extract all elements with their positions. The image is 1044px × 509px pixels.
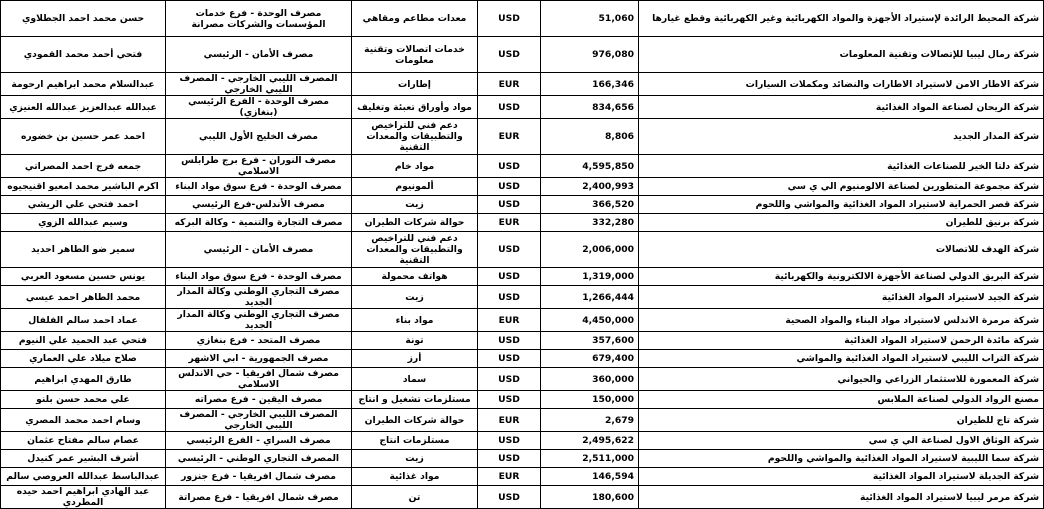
representative-name-cell: سمير ضو الطاهر احديد xyxy=(1,232,166,268)
amount-cell: 180,600 xyxy=(541,486,639,509)
table-row xyxy=(1,196,1044,214)
company-name-cell: شركة رمال ليبيا للإتصالات وتقنية المعلومات xyxy=(639,37,1044,73)
currency-cell: EUR xyxy=(478,309,541,332)
bank-branch-cell: مصرف التجاري الوطني وكالة المدار الجديد xyxy=(166,286,352,309)
company-name-cell: شركة التراب الليبي لاستيراد المواد الغذائية والمواشي xyxy=(639,350,1044,368)
bank-branch-cell: مصرف الخليج الأول الليبي xyxy=(166,119,352,155)
goods-type-cell: هواتف محمولة xyxy=(352,268,478,286)
company-name-cell: مصنع الرواد الدولي لصناعة الملابس xyxy=(639,391,1044,409)
representative-name-cell: احمد فتحي علي الريشي xyxy=(1,196,166,214)
currency-cell: USD xyxy=(478,332,541,350)
currency-cell: USD xyxy=(478,350,541,368)
bank-branch-cell: مصرف شمال افريقيا - فرع مصراتة xyxy=(166,486,352,509)
table-row xyxy=(1,73,1044,96)
goods-type-cell: زيت xyxy=(352,450,478,468)
currency-cell: USD xyxy=(478,432,541,450)
amount-cell: 679,400 xyxy=(541,350,639,368)
representative-name-cell: عبدالسلام محمد ابراهيم ارحومة xyxy=(1,73,166,96)
amount-cell: 1,319,000 xyxy=(541,268,639,286)
bank-branch-cell: مصرف اليقين - فرع مصراته xyxy=(166,391,352,409)
representative-name-cell: عماد احمد سالم الفلفال xyxy=(1,309,166,332)
representative-name-cell: يونس حسين مسعود العربي xyxy=(1,268,166,286)
company-name-cell: شركة دلتا الخير للصناعات الغذائية xyxy=(639,155,1044,178)
representative-name-cell: عبد الهادي ابراهيم احمد حيده المطردي xyxy=(1,486,166,509)
currency-cell: EUR xyxy=(478,119,541,155)
currency-cell: USD xyxy=(478,37,541,73)
goods-type-cell: معدات مطاعم ومقاهي xyxy=(352,1,478,37)
company-name-cell: شركة برنيق للطيران xyxy=(639,214,1044,232)
bank-branch-cell: المصرف الليبي الخارجي - المصرف الليبي الخارجي xyxy=(166,409,352,432)
goods-type-cell: تن xyxy=(352,486,478,509)
amount-cell: 976,080 xyxy=(541,37,639,73)
table-body xyxy=(1,1,1044,509)
amount-cell: 360,000 xyxy=(541,368,639,391)
goods-type-cell: دعم فني للتراخيص والتطبيقات والمعدات التقنية xyxy=(352,119,478,155)
goods-type-cell: زيت xyxy=(352,286,478,309)
representative-name-cell: علي محمد حسن بلنو xyxy=(1,391,166,409)
amount-cell: 332,280 xyxy=(541,214,639,232)
company-name-cell: شركة مرمرة الاندلس لاستيراد مواد البناء والمواد الصحية xyxy=(639,309,1044,332)
amount-cell: 4,595,850 xyxy=(541,155,639,178)
bank-branch-cell: مصرف التجارة والتنمية - وكالة البركه xyxy=(166,214,352,232)
bank-branch-cell: المصرف التجاري الوطني - الرئيسي xyxy=(166,450,352,468)
goods-type-cell: حوالة شركات الطيران xyxy=(352,214,478,232)
currency-cell: USD xyxy=(478,155,541,178)
company-name-cell: شركة الهدف للاتصالات xyxy=(639,232,1044,268)
company-name-cell: شركة مائدة الرحمن لاستيراد المواد الغذائية xyxy=(639,332,1044,350)
currency-cell: USD xyxy=(478,391,541,409)
bank-branch-cell: مصرف المتحد - فرع بنغازي xyxy=(166,332,352,350)
amount-cell: 2,495,622 xyxy=(541,432,639,450)
currency-cell: USD xyxy=(478,486,541,509)
amount-cell: 166,346 xyxy=(541,73,639,96)
table-row xyxy=(1,119,1044,155)
representative-name-cell: جمعه فرج احمد المصراتي xyxy=(1,155,166,178)
representative-name-cell: فتحي أحمد محمد القمودي xyxy=(1,37,166,73)
table-row xyxy=(1,432,1044,450)
currency-cell: USD xyxy=(478,1,541,37)
amount-cell: 357,600 xyxy=(541,332,639,350)
table-row xyxy=(1,268,1044,286)
currency-cell: USD xyxy=(478,368,541,391)
representative-name-cell: احمد عمر حسين بن خضوره xyxy=(1,119,166,155)
amount-cell: 146,594 xyxy=(541,468,639,486)
currency-cell: USD xyxy=(478,450,541,468)
goods-type-cell: مواد غذائية xyxy=(352,468,478,486)
company-name-cell: شركة المحيط الرائدة لإستيراد الأجهزة والمواد الكهربائية وغير الكهربائية وقطع غيارها xyxy=(639,1,1044,37)
goods-type-cell: أرز xyxy=(352,350,478,368)
bank-branch-cell: مصرف الجمهورية - ابي الاشهر xyxy=(166,350,352,368)
goods-type-cell: سماد xyxy=(352,368,478,391)
company-name-cell: شركة مجموعة المتطورين لصناعة الالومنيوم الي ي سي xyxy=(639,178,1044,196)
bank-branch-cell: مصرف التجاري الوطني وكالة المدار الجديد xyxy=(166,309,352,332)
goods-type-cell: مستلزمات انتاج xyxy=(352,432,478,450)
goods-type-cell: حوالة شركات الطيران xyxy=(352,409,478,432)
company-name-cell: شركة الاطار الامن لاستيراد الاطارات والنضائد ومكملات السيارات xyxy=(639,73,1044,96)
currency-cell: USD xyxy=(478,232,541,268)
bank-branch-cell: مصرف السراي - الفرع الرئيسي xyxy=(166,432,352,450)
representative-name-cell: وسام احمد محمد المصري xyxy=(1,409,166,432)
company-name-cell: شركة المعمورة للاستثمار الزراعي والحيواني xyxy=(639,368,1044,391)
company-name-cell: شركة الوثاق الاول لصناعة الي ي سي xyxy=(639,432,1044,450)
table-row xyxy=(1,450,1044,468)
amount-cell: 4,450,000 xyxy=(541,309,639,332)
representative-name-cell: عصام سالم مفتاح عثمان xyxy=(1,432,166,450)
representative-name-cell: اكرم الباشير محمد امعيو اقنيجيوه xyxy=(1,178,166,196)
representative-name-cell: طارق المهدي ابراهيم xyxy=(1,368,166,391)
amount-cell: 150,000 xyxy=(541,391,639,409)
company-name-cell: شركة المدار الجديد xyxy=(639,119,1044,155)
company-name-cell: شركة الجديلة لاستيراد المواد الغذائية xyxy=(639,468,1044,486)
currency-cell: USD xyxy=(478,178,541,196)
currency-cell: USD xyxy=(478,96,541,119)
table-row xyxy=(1,155,1044,178)
table-row xyxy=(1,96,1044,119)
table-row xyxy=(1,214,1044,232)
goods-type-cell: زيت xyxy=(352,196,478,214)
goods-type-cell: دعم فني للتراخيص والتطبيقات والمعدات التقنية xyxy=(352,232,478,268)
goods-type-cell: ألمونيوم xyxy=(352,178,478,196)
table-row xyxy=(1,468,1044,486)
company-name-cell: شركة تاج للطيران xyxy=(639,409,1044,432)
company-name-cell: شركة البريق الدولي لصناعة الأجهزة الالكترونية والكهربائية xyxy=(639,268,1044,286)
goods-type-cell: مواد بناء xyxy=(352,309,478,332)
bank-branch-cell: مصرف شمال افريقيا - فرع جنزور xyxy=(166,468,352,486)
table-row xyxy=(1,37,1044,73)
table-row xyxy=(1,309,1044,332)
table-row xyxy=(1,368,1044,391)
company-name-cell: شركة قصر الحمراية لاستيراد المواد الغذائية والمواشي واللحوم xyxy=(639,196,1044,214)
table-row xyxy=(1,391,1044,409)
representative-name-cell: أشرف البشير عمر كنيدل xyxy=(1,450,166,468)
representative-name-cell: فتحي عبد الحميد علي النيوم xyxy=(1,332,166,350)
currency-cell: EUR xyxy=(478,73,541,96)
bank-branch-cell: المصرف الليبي الخارجي - المصرف الليبي الخارجي xyxy=(166,73,352,96)
company-name-cell: شركة سما الليبية لاستيراد المواد الغذائية والمواشي واللحوم xyxy=(639,450,1044,468)
table-row xyxy=(1,232,1044,268)
bank-branch-cell: مصرف الوحدة - فرع سوق مواد البناء xyxy=(166,268,352,286)
table-row xyxy=(1,409,1044,432)
currency-cell: EUR xyxy=(478,409,541,432)
table-row xyxy=(1,486,1044,509)
company-name-cell: شركة الريحان لصناعة المواد الغذائية xyxy=(639,96,1044,119)
amount-cell: 2,679 xyxy=(541,409,639,432)
bank-branch-cell: مصرف الوحدة - فرع سوق مواد البناء xyxy=(166,178,352,196)
representative-name-cell: وسيم عبدالله الزوي xyxy=(1,214,166,232)
currency-cell: USD xyxy=(478,286,541,309)
representative-name-cell: عبدالباسط عبدالله العروصي سالم xyxy=(1,468,166,486)
representative-name-cell: حسن محمد احمد الجطلاوي xyxy=(1,1,166,37)
bank-branch-cell: مصرف الأندلس-فرع الرئيسي xyxy=(166,196,352,214)
currency-cell: USD xyxy=(478,196,541,214)
table-row xyxy=(1,178,1044,196)
amount-cell: 51,060 xyxy=(541,1,639,37)
goods-type-cell: مستلزمات تشغيل و انتاج xyxy=(352,391,478,409)
representative-name-cell: صلاح ميلاد علي العماري xyxy=(1,350,166,368)
table-row xyxy=(1,350,1044,368)
amount-cell: 2,511,000 xyxy=(541,450,639,468)
goods-type-cell: تونة xyxy=(352,332,478,350)
currency-cell: EUR xyxy=(478,468,541,486)
bank-branch-cell: مصرف الوحدة - الفرع الرئيسي (بنغازي) xyxy=(166,96,352,119)
amount-cell: 1,266,444 xyxy=(541,286,639,309)
company-name-cell: شركة مرمر ليبيا لاستيراد المواد الغذائية xyxy=(639,486,1044,509)
bank-branch-cell: مصرف الأمان - الرئيسي xyxy=(166,232,352,268)
currency-cell: USD xyxy=(478,268,541,286)
amount-cell: 366,520 xyxy=(541,196,639,214)
amount-cell: 8,806 xyxy=(541,119,639,155)
goods-type-cell: خدمات اتصالات وتقنية معلومات xyxy=(352,37,478,73)
bank-branch-cell: مصرف شمال افريقيا - حي الاندلس الاسلامي xyxy=(166,368,352,391)
table-row xyxy=(1,1,1044,37)
amount-cell: 834,656 xyxy=(541,96,639,119)
amount-cell: 2,006,000 xyxy=(541,232,639,268)
goods-type-cell: مواد خام xyxy=(352,155,478,178)
representative-name-cell: محمد الطاهر احمد عيسي xyxy=(1,286,166,309)
representative-name-cell: عبدالله عبدالعزيز عبدالله العنيزي xyxy=(1,96,166,119)
company-name-cell: شركة الجيد لاستيراد المواد الغذائية xyxy=(639,286,1044,309)
currency-cell: EUR xyxy=(478,214,541,232)
table-row xyxy=(1,332,1044,350)
goods-type-cell: مواد وأوراق تعبئة وتغليف xyxy=(352,96,478,119)
table-row xyxy=(1,286,1044,309)
bank-branch-cell: مصرف الوحدة - فرع خدمات المؤسسات والشركات مصرانة xyxy=(166,1,352,37)
bank-branch-cell: مصرف النوران - فرع برج طرابلس الاسلامي xyxy=(166,155,352,178)
amount-cell: 2,400,993 xyxy=(541,178,639,196)
bank-branch-cell: مصرف الأمان - الرئيسي xyxy=(166,37,352,73)
goods-type-cell: إطارات xyxy=(352,73,478,96)
